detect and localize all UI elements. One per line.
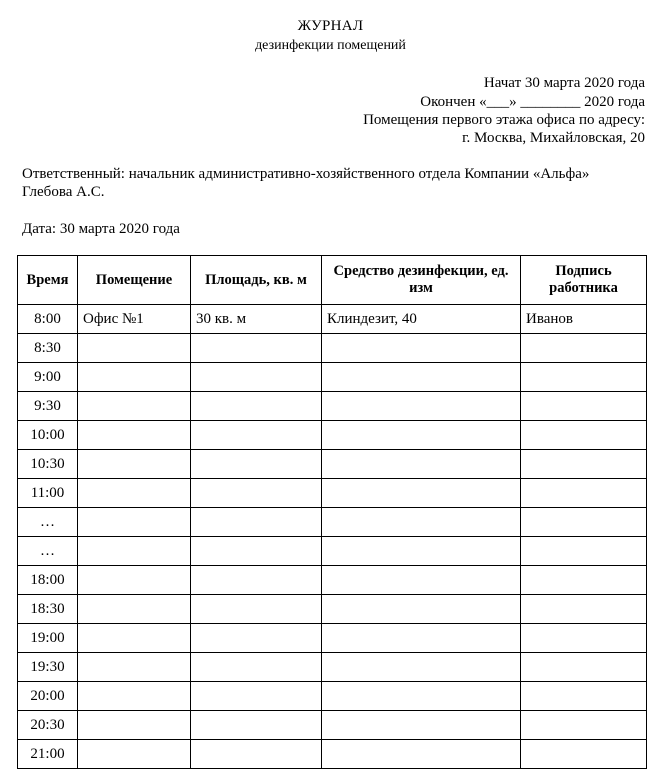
cell-area <box>191 624 322 653</box>
cell-room <box>78 740 191 769</box>
document-title: ЖУРНАЛ <box>297 18 364 34</box>
cell-room <box>78 711 191 740</box>
cell-agent <box>322 740 521 769</box>
cell-agent <box>322 363 521 392</box>
cell-agent <box>322 450 521 479</box>
started-date: Начат 30 марта 2020 года <box>483 75 645 91</box>
cell-signature: Иванов <box>521 305 647 334</box>
cell-area <box>191 334 322 363</box>
cell-time: 10:30 <box>18 450 78 479</box>
cell-time: … <box>18 508 78 537</box>
cell-agent <box>322 653 521 682</box>
cell-signature <box>521 537 647 566</box>
table-row <box>18 595 647 624</box>
cell-area <box>191 740 322 769</box>
cell-time: 11:00 <box>18 479 78 508</box>
cell-room: Офис №1 <box>78 305 191 334</box>
cell-signature <box>521 450 647 479</box>
responsible-line: Ответственный: начальник административно-хозяйственного отдела Компании «Альфа» <box>22 166 590 182</box>
cell-area <box>191 595 322 624</box>
cell-signature <box>521 334 647 363</box>
cell-signature <box>521 711 647 740</box>
premises-address: г. Москва, Михайловская, 20 <box>462 130 645 146</box>
cell-area: 30 кв. м <box>191 305 322 334</box>
table-row <box>18 624 647 653</box>
cell-signature <box>521 363 647 392</box>
table-row <box>18 653 647 682</box>
disinfection-table <box>17 255 647 769</box>
cell-room <box>78 392 191 421</box>
responsible-name: Глебова А.С. <box>22 184 105 200</box>
premises-label: Помещения первого этажа офиса по адресу: <box>363 112 645 128</box>
cell-room <box>78 450 191 479</box>
cell-area <box>191 392 322 421</box>
cell-room <box>78 566 191 595</box>
table-body <box>18 305 647 769</box>
cell-room <box>78 537 191 566</box>
cell-area <box>191 421 322 450</box>
cell-signature <box>521 740 647 769</box>
table-row <box>18 682 647 711</box>
column-header-area: Площадь, кв. м <box>191 256 322 305</box>
table-row <box>18 305 647 334</box>
cell-room <box>78 595 191 624</box>
table-row <box>18 334 647 363</box>
cell-agent <box>322 421 521 450</box>
cell-time: 8:00 <box>18 305 78 334</box>
cell-area <box>191 479 322 508</box>
cell-time: 20:30 <box>18 711 78 740</box>
cell-room <box>78 682 191 711</box>
cell-signature <box>521 653 647 682</box>
table-row <box>18 421 647 450</box>
document-subtitle: дезинфекции помещений <box>255 38 406 53</box>
cell-signature <box>521 508 647 537</box>
cell-agent <box>322 624 521 653</box>
cell-room <box>78 421 191 450</box>
cell-agent <box>322 566 521 595</box>
cell-area <box>191 711 322 740</box>
cell-room <box>78 624 191 653</box>
column-header-agent: Средство дезинфекции, ед. изм <box>322 256 521 305</box>
table-row <box>18 363 647 392</box>
cell-agent <box>322 595 521 624</box>
cell-area <box>191 363 322 392</box>
cell-time: 20:00 <box>18 682 78 711</box>
table-header-row <box>18 256 647 305</box>
cell-area <box>191 508 322 537</box>
cell-agent <box>322 711 521 740</box>
cell-signature <box>521 392 647 421</box>
table-row <box>18 740 647 769</box>
cell-signature <box>521 566 647 595</box>
cell-time: 18:00 <box>18 566 78 595</box>
cell-area <box>191 566 322 595</box>
cell-agent: Клиндезит, 40 <box>322 305 521 334</box>
table-row <box>18 537 647 566</box>
cell-area <box>191 537 322 566</box>
cell-time: 19:00 <box>18 624 78 653</box>
cell-time: 8:30 <box>18 334 78 363</box>
column-header-time: Время <box>18 256 78 305</box>
table-row <box>18 479 647 508</box>
cell-agent <box>322 479 521 508</box>
cell-time: 19:30 <box>18 653 78 682</box>
cell-signature <box>521 479 647 508</box>
cell-time: 9:00 <box>18 363 78 392</box>
cell-time: 21:00 <box>18 740 78 769</box>
table-row <box>18 508 647 537</box>
cell-signature <box>521 682 647 711</box>
table-row <box>18 566 647 595</box>
cell-room <box>78 334 191 363</box>
cell-area <box>191 450 322 479</box>
cell-agent <box>322 537 521 566</box>
cell-agent <box>322 682 521 711</box>
cell-time: 10:00 <box>18 421 78 450</box>
column-header-room: Помещение <box>78 256 191 305</box>
table-row <box>18 392 647 421</box>
cell-time: 9:30 <box>18 392 78 421</box>
cell-area <box>191 682 322 711</box>
table-row <box>18 450 647 479</box>
cell-room <box>78 479 191 508</box>
cell-signature <box>521 421 647 450</box>
journal-date: Дата: 30 марта 2020 года <box>22 221 180 237</box>
cell-time: 18:30 <box>18 595 78 624</box>
cell-room <box>78 508 191 537</box>
cell-room <box>78 653 191 682</box>
cell-agent <box>322 334 521 363</box>
table-row <box>18 711 647 740</box>
ended-date: Окончен «___» ________ 2020 года <box>420 94 645 110</box>
cell-area <box>191 653 322 682</box>
cell-agent <box>322 392 521 421</box>
cell-room <box>78 363 191 392</box>
column-header-signature: Подпись работника <box>521 256 647 305</box>
cell-agent <box>322 508 521 537</box>
cell-signature <box>521 624 647 653</box>
cell-signature <box>521 595 647 624</box>
cell-time: … <box>18 537 78 566</box>
